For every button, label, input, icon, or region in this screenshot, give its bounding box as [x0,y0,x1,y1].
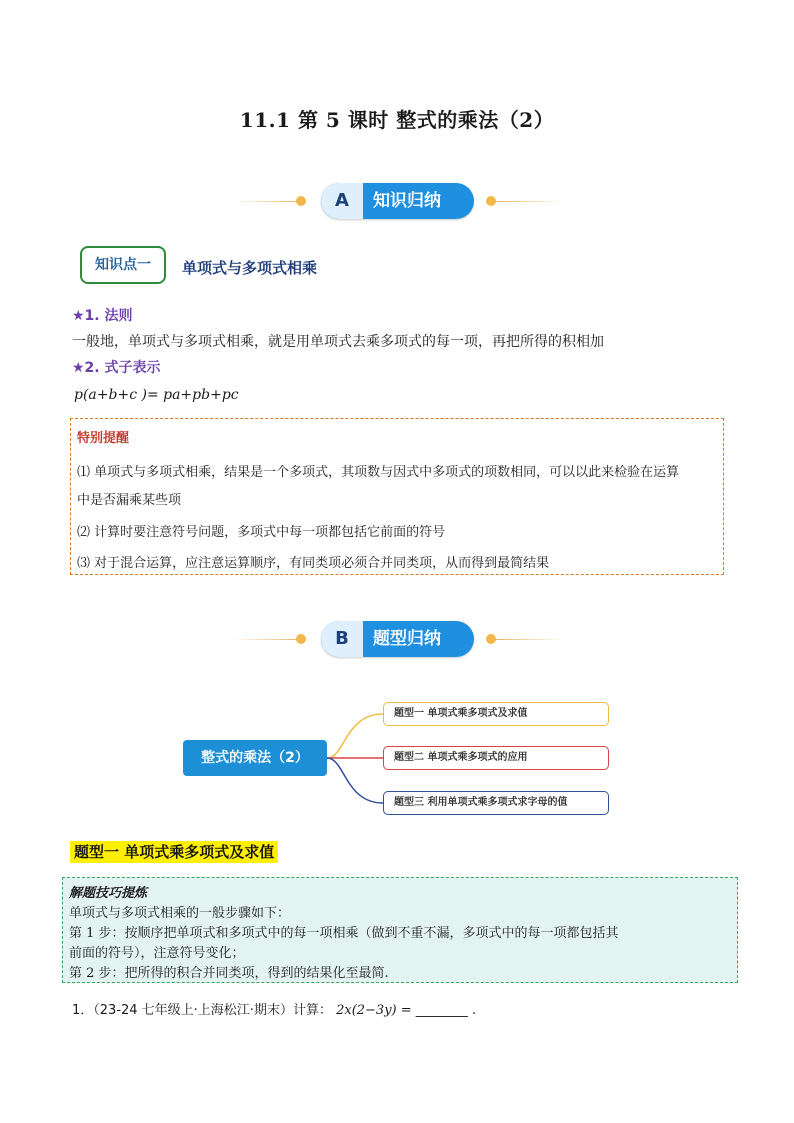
reminder-line: ⑵ 计算时要注意符号问题，多项式中每一项都包括它前面的符号 [77,525,446,540]
section-a-letter: A [321,183,363,219]
section-a-title: 知识归纳 [373,191,441,211]
tips-line: 第 1 步：按顺序把单项式和多项式中的每一项相乘（做到不重不漏，多项式中的每一项都包括其 [69,926,619,941]
mindmap-root: 整式的乘法（2） [183,740,327,776]
expression-formula: p(a+b+c )= pa+pb+pc [74,387,239,403]
mindmap-node-1: 题型一 单项式乘多项式及求值 [383,702,609,726]
section-b-letter: B [321,621,363,657]
mindmap-node-2: 题型二 单项式乘多项式的应用 [383,746,609,770]
question-1-formula: 2x(2−3y) = [336,1003,412,1018]
question-1-end: . [471,1003,477,1018]
reminder-title: 特别提醒 [77,431,130,446]
question-1 [72,999,476,1018]
reminder-line: ⑴ 单项式与多项式相乘，结果是一个多项式，其项数与因式中多项式的项数相同，可以以此来检验在运算 [77,465,680,480]
tips-title: 解题技巧提炼 [69,886,148,901]
rule-heading: ★1. 法则 [72,308,133,324]
question-1-blank[interactable]: ________ [415,1003,468,1018]
reminder-line: ⑶ 对于混合运算，应注意运算顺序，有同类项必须合并同类项，从而得到最简结果 [77,556,550,571]
connector-3 [327,758,383,803]
question-1-prefix: 1．（23-24 七年级上·上海松江·期末）计算： [72,1003,332,1018]
page-title: 11.1 第 5 课时 整式的乘法（2） [239,108,555,132]
mindmap-node-3: 题型三 利用单项式乘多项式求字母的值 [383,791,609,815]
rule-text: 一般地，单项式与多项式相乘，就是用单项式去乘多项式的每一项，再把所得的积相加 [72,334,604,350]
reminder-line: 中是否漏乘某些项 [77,493,182,508]
expression-heading: ★2. 式子表示 [72,360,161,376]
knowledge-point-badge: 知识点一 [80,246,166,284]
connector-1 [327,714,383,758]
tips-line: 单项式与多项式相乘的一般步骤如下： [69,906,291,921]
tips-line: 前面的符号），注意符号变化； [69,946,245,961]
section-b-title: 题型归纳 [373,629,441,649]
knowledge-point-title: 单项式与多项式相乘 [182,259,318,277]
tips-box [62,877,738,983]
tips-line: 第 2 步：把所得的积合并同类项，得到的结果化至最简. [69,966,389,981]
type1-heading: 题型一 单项式乘多项式及求值 [70,841,278,863]
